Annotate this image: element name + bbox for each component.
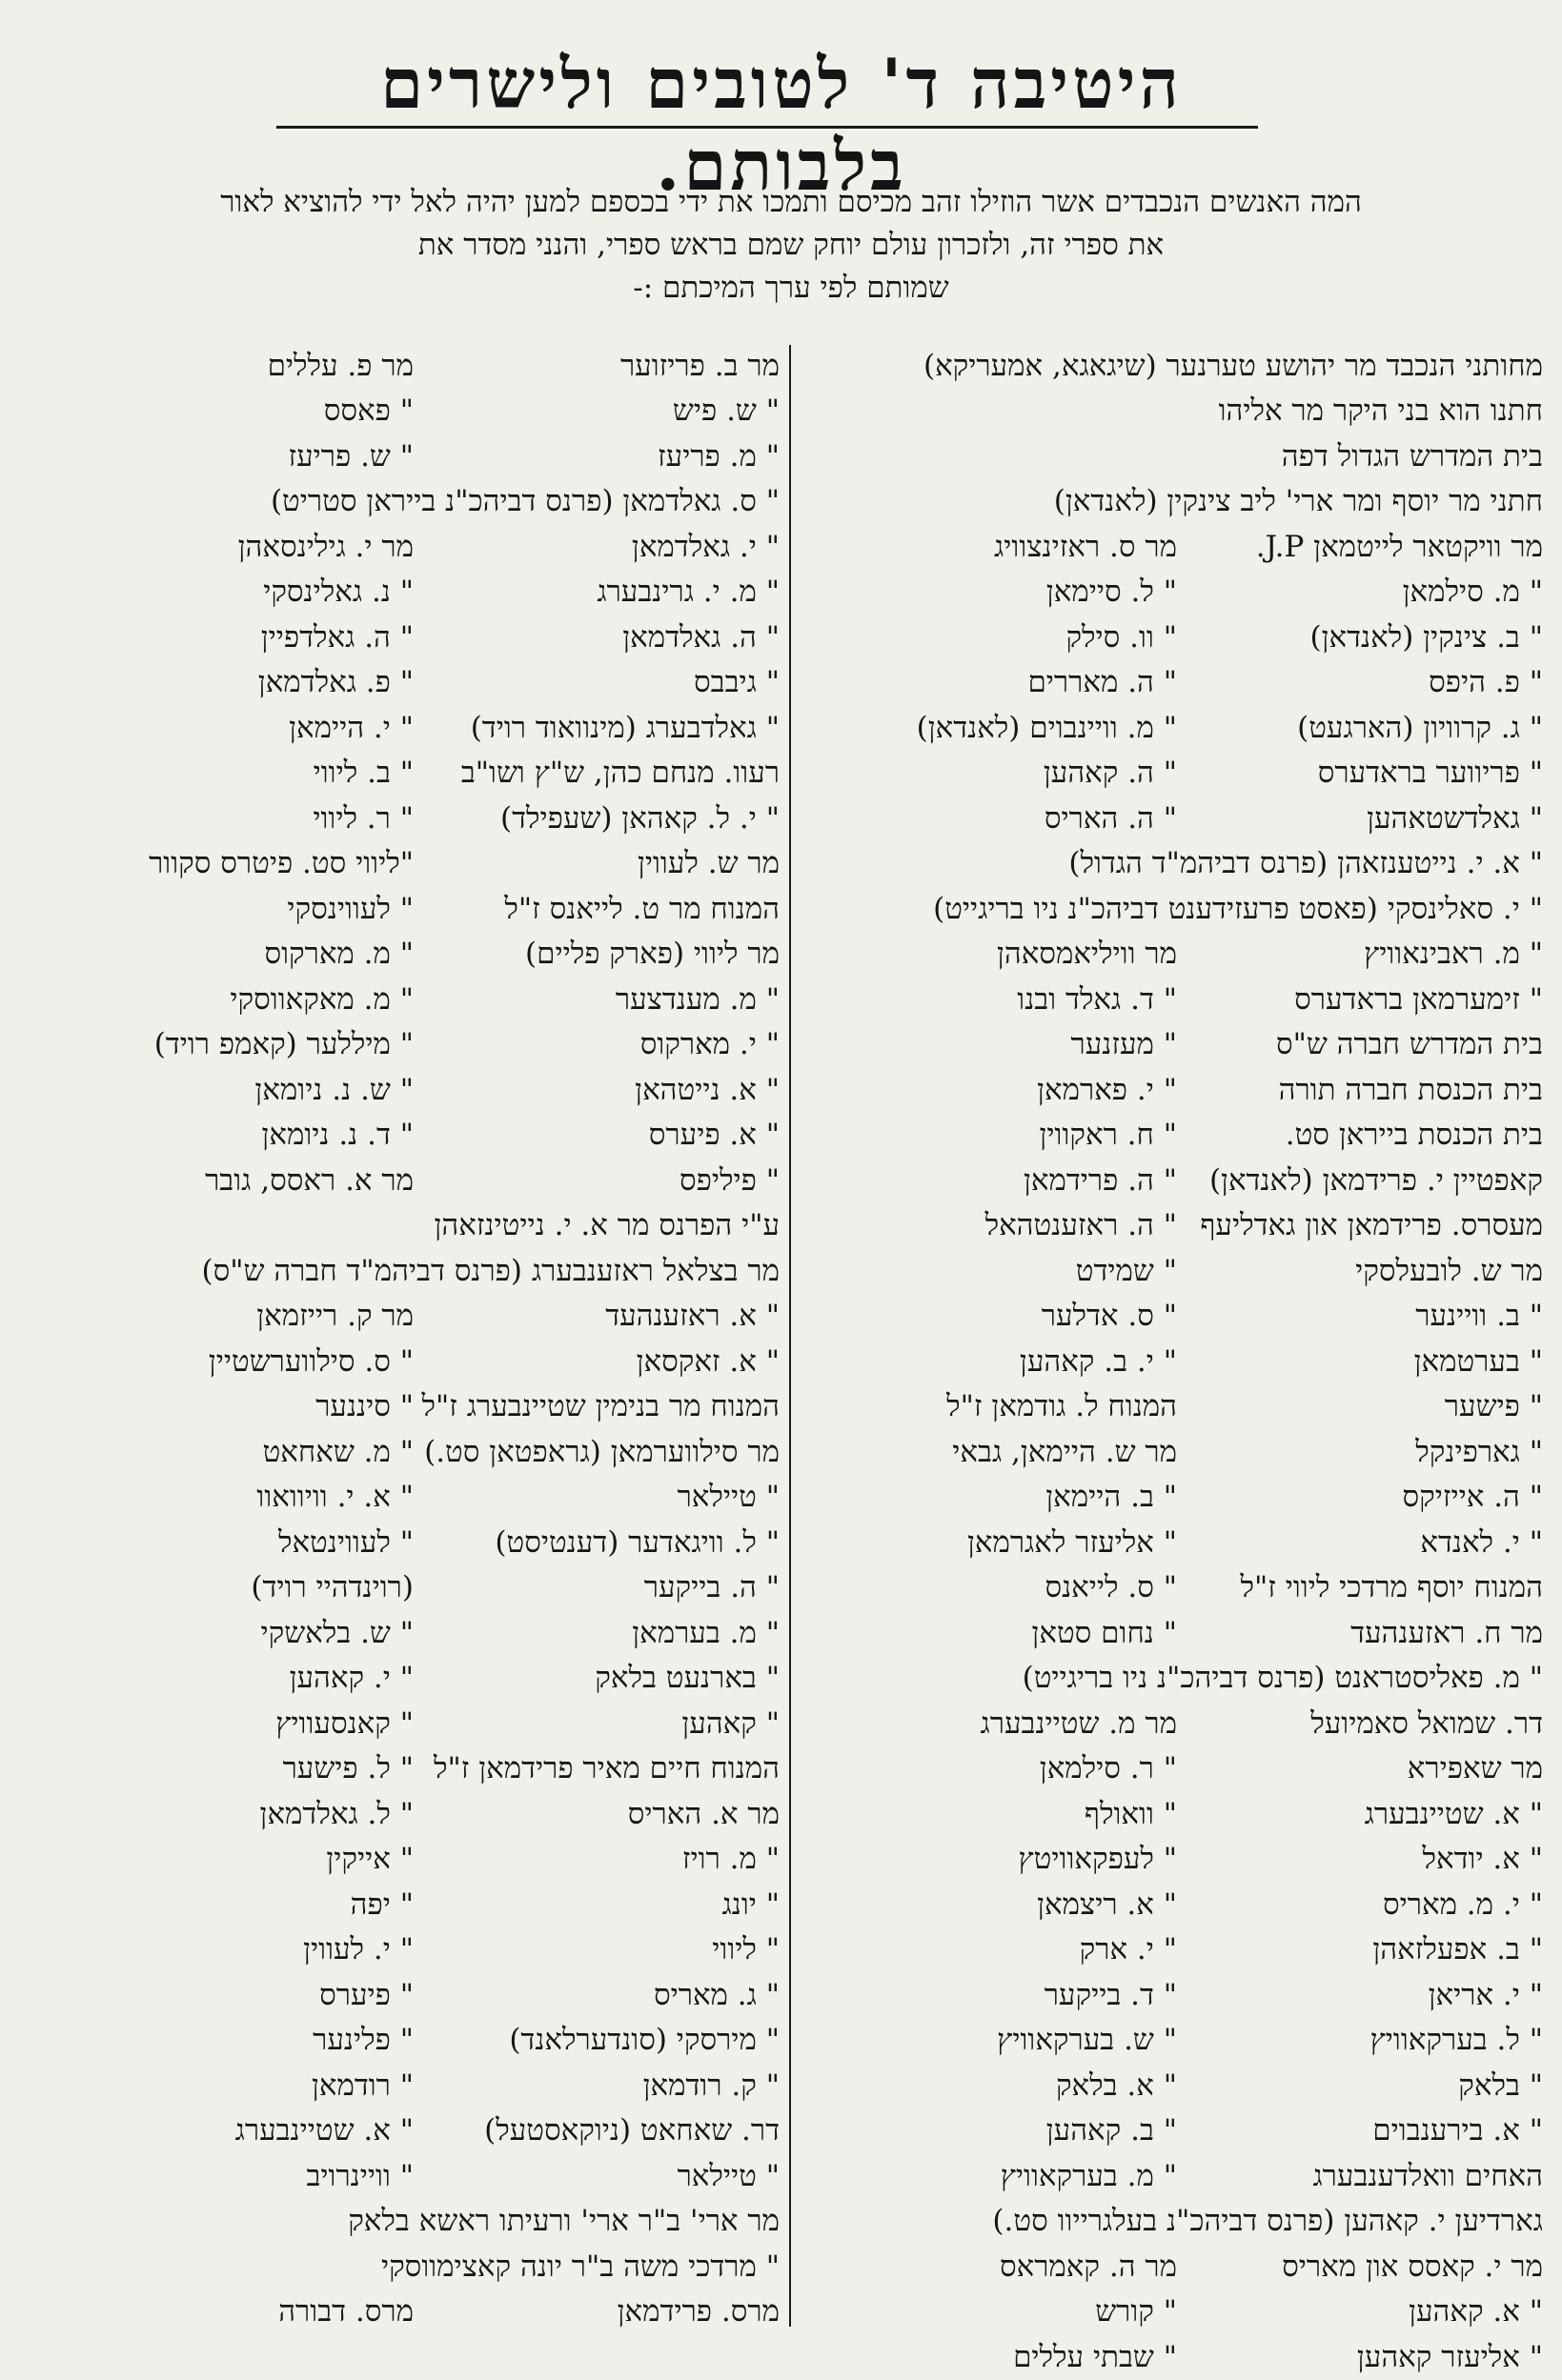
donor-row bbox=[17, 1791, 780, 1837]
donor-row bbox=[781, 1475, 1543, 1521]
donor-name: " א. יודאל bbox=[1422, 1842, 1543, 1877]
donor-name: " ש. בלאשקי bbox=[260, 1615, 414, 1650]
donor-row bbox=[781, 389, 1543, 434]
donor-name: גארדיען י. קאהען (פרנס דביהכ"נ בעלגרייוו סט.) bbox=[992, 2204, 1543, 2239]
donor-name: " גאלדבערג (מינוואוד רויד) bbox=[470, 710, 780, 745]
donor-row bbox=[781, 1248, 1543, 1294]
donor-name: " ה. מאררים bbox=[1027, 665, 1177, 700]
donor-name: מר שאפירא bbox=[1407, 1751, 1543, 1786]
donor-name: " ה. גאלדמאן bbox=[622, 619, 780, 655]
donor-name: "ליווי סט. פיטרס סקוור bbox=[149, 846, 414, 881]
donor-name: " טיילאר bbox=[677, 1480, 780, 1515]
donor-row bbox=[781, 1429, 1543, 1475]
donor-name: בית הכנסת בייראן סט. bbox=[1285, 1118, 1543, 1153]
donor-row bbox=[781, 841, 1543, 887]
donor-name: " מ. פריעז bbox=[658, 438, 780, 474]
donor-row bbox=[781, 434, 1543, 479]
donor-name: " א. י. וויוואוו bbox=[256, 1480, 414, 1515]
donor-row bbox=[781, 1113, 1543, 1159]
donor-name: " מ. י. גרינבערג bbox=[597, 575, 780, 610]
donor-name: " פריווער בראדערס bbox=[1317, 756, 1543, 791]
donor-name: " ש. פריעז bbox=[288, 438, 414, 474]
donor-name: " גיבבס bbox=[694, 665, 780, 700]
donor-name: " א. בירענבוים bbox=[1372, 2113, 1543, 2148]
donor-row bbox=[781, 1882, 1543, 1927]
donor-name: מר מ. שטיינבערג bbox=[980, 1705, 1177, 1741]
donor-name: " ש. בערקאוויץ bbox=[997, 2023, 1177, 2058]
donor-name: " ה. בייקער bbox=[643, 1570, 780, 1605]
donor-row bbox=[17, 1339, 780, 1384]
donor-row bbox=[17, 1610, 780, 1656]
donor-row bbox=[781, 2334, 1543, 2380]
donor-row bbox=[781, 1339, 1543, 1384]
donor-name: " י. ארק bbox=[1079, 1932, 1177, 1967]
donor-name: דר. שמואל סאמיועל bbox=[1310, 1705, 1543, 1741]
donor-name: " י. ל. קאהאן (שעפילד) bbox=[499, 800, 780, 836]
donor-name: מרס. דבורה bbox=[278, 2294, 414, 2330]
donor-name: " ב. צינקין (לאנדאן) bbox=[1309, 619, 1543, 655]
donor-name: המנוח חיים מאיר פרידמאן ז"ל bbox=[433, 1751, 780, 1786]
donor-name: " מ. וויינבוים (לאנדאן) bbox=[916, 710, 1177, 745]
donor-row bbox=[17, 1158, 780, 1203]
donor-row bbox=[781, 2108, 1543, 2154]
donor-name: " ה. אייזיקס bbox=[1402, 1480, 1543, 1515]
donor-name: " קאהען bbox=[681, 1705, 780, 1741]
donor-name: " י. גאלדמאן bbox=[631, 529, 780, 564]
donor-name: " ס. לייאנס bbox=[1045, 1570, 1177, 1605]
donor-name: " א. ראזענהעד bbox=[605, 1299, 780, 1334]
donor-name: מעסרס. פרידמאן און גאדליעף bbox=[1200, 1208, 1543, 1243]
donor-row bbox=[781, 1701, 1543, 1746]
donor-row bbox=[17, 841, 780, 887]
donor-name: " ד. גאלד ובנו bbox=[1017, 981, 1177, 1017]
donor-name: " א. בלאק bbox=[1055, 2067, 1177, 2103]
donor-row bbox=[17, 615, 780, 660]
donor-row bbox=[781, 705, 1543, 751]
donor-name: " ג. קרוויון (הארגעט) bbox=[1297, 710, 1543, 745]
donor-row bbox=[781, 2244, 1543, 2289]
donor-name: " מ. מארקוס bbox=[264, 937, 414, 972]
intro-paragraph bbox=[67, 181, 1515, 310]
donor-name: מר סילווערמאן (גראפטאן סט.) bbox=[424, 1434, 780, 1469]
donor-name: " ר. ליווי bbox=[313, 800, 414, 836]
donor-name: " ב. היימאן bbox=[1045, 1480, 1177, 1515]
donor-name: בית הכנסת חברה תורה bbox=[1278, 1072, 1543, 1107]
donor-name: " רודמאן bbox=[311, 2067, 414, 2103]
donor-name: מר א. האריס bbox=[627, 1796, 780, 1831]
donor-row bbox=[781, 1927, 1543, 1973]
donor-name: " פישער bbox=[1444, 1389, 1543, 1424]
donor-row bbox=[781, 660, 1543, 706]
donor-name: " א. קאהען bbox=[1409, 2294, 1543, 2330]
donor-row bbox=[781, 570, 1543, 615]
donor-row bbox=[781, 1384, 1543, 1430]
donor-name: " נ. גאלינסקי bbox=[263, 575, 414, 610]
donor-name: " ס. סילווערשטיין bbox=[208, 1343, 414, 1379]
donor-name: " מ. ראבינאוויץ bbox=[1364, 937, 1543, 972]
donor-row bbox=[17, 1656, 780, 1702]
donor-name: " אליעזר קאהען bbox=[1356, 2339, 1543, 2374]
donor-row bbox=[17, 2063, 780, 2108]
donor-name: " ג. מאריס bbox=[653, 1977, 780, 2012]
donor-name: " ה. האריס bbox=[1044, 800, 1177, 836]
donor-row bbox=[781, 932, 1543, 978]
donor-row bbox=[17, 389, 780, 434]
donor-name: " פ. היפס bbox=[1429, 665, 1543, 700]
donor-name: " מ. רויז bbox=[681, 1842, 780, 1877]
donor-name: " מ. פאליסטראנט (פרנס דביהכ"נ ניו בריגייט) bbox=[1022, 1661, 1543, 1696]
intro-line: את ספרי זה, ולזכרון עולם יוחק שמם בראש ספרי, והנני מסדר את bbox=[417, 228, 1165, 262]
donor-name: " ה. ראזענטהאל bbox=[984, 1208, 1177, 1243]
donor-name: מחותני הנכבד מר יהושע טערנער (שיגאגא, אמעריקא) bbox=[923, 348, 1543, 383]
donor-row bbox=[17, 2018, 780, 2064]
donor-row bbox=[781, 796, 1543, 841]
donor-name: " י. לעווין bbox=[303, 1932, 414, 1967]
donor-name: " מ. שאחאט bbox=[262, 1434, 414, 1469]
donor-name: " א. שטיינבערג bbox=[1364, 1796, 1543, 1831]
title-underline bbox=[276, 126, 1258, 129]
donor-row bbox=[781, 1791, 1543, 1837]
donor-row bbox=[17, 2289, 780, 2335]
donor-name: מר ה. קאמראס bbox=[999, 2249, 1177, 2284]
donor-row bbox=[17, 434, 780, 479]
donor-row bbox=[17, 1067, 780, 1113]
donor-name: רעוו. מנחם כהן, ש"ץ ושו"ב bbox=[460, 756, 780, 791]
donor-name: " ל. סיימאן bbox=[1045, 575, 1177, 610]
donor-name: מר וויקטאר לייטמאן J.P. bbox=[1255, 529, 1543, 564]
donor-name: מר י. גילינסאהן bbox=[237, 529, 414, 564]
donor-name: " ה. גאלדפיין bbox=[260, 619, 414, 655]
donor-name: " גארפינקל bbox=[1415, 1434, 1543, 1469]
donor-name: " מ. מאקאווסקי bbox=[230, 981, 414, 1017]
donor-row bbox=[17, 1294, 780, 1340]
donor-name: מר פ. עללים bbox=[267, 348, 414, 383]
donor-name: " ב. וויינער bbox=[1415, 1299, 1543, 1334]
donor-name: " ב. קאהען bbox=[1045, 2113, 1177, 2148]
donor-name: " וו. סילק bbox=[1065, 619, 1177, 655]
donor-name: מר ארי' ב"ר ארי' ורעיתו ראשא בלאק bbox=[348, 2204, 780, 2239]
donor-name: " א. י. נייטענזאהן (פרנס דביהמ"ד הגדול) bbox=[1068, 846, 1543, 881]
donor-name: " שבתי עללים bbox=[1013, 2339, 1177, 2374]
donor-name: " א. ריצמאן bbox=[1037, 1886, 1177, 1922]
donor-name: " ל. בערקאוויץ bbox=[1369, 2023, 1543, 2058]
donor-name: " ש. נ. ניומאן bbox=[254, 1072, 414, 1107]
page-title: היטיבה ד' לטובים ולישרים בלבותם. bbox=[380, 43, 1183, 206]
donor-row bbox=[781, 886, 1543, 932]
donor-row bbox=[17, 1882, 780, 1927]
donor-name: חתנו הוא בני היקר מר אליהו bbox=[1218, 393, 1543, 429]
donor-name: המנוח מר ט. לייאנס ז"ל bbox=[504, 891, 780, 926]
donor-row bbox=[17, 705, 780, 751]
donor-name: " מרדכי משה ב"ר יונה קאצימווסקי bbox=[380, 2249, 780, 2284]
donor-name: מר ש. לובעלסקי bbox=[1355, 1253, 1543, 1288]
donor-name: (רוינדהיי רויד) bbox=[251, 1570, 414, 1605]
donor-name: " סיננער bbox=[315, 1389, 414, 1424]
donor-row bbox=[17, 660, 780, 706]
donor-name: מר י. קאסס און מאריס bbox=[1282, 2249, 1543, 2284]
donor-name: " פיליפס bbox=[680, 1162, 780, 1198]
donor-name: " י. ב. קאהען bbox=[1019, 1343, 1177, 1379]
donor-row bbox=[781, 2199, 1543, 2245]
donor-name: " יונג bbox=[721, 1886, 780, 1922]
donor-name: מר א. ראסס, גובר bbox=[205, 1162, 414, 1198]
donor-name: " י. מ. מאריס bbox=[1382, 1886, 1543, 1922]
donor-name: האחים וואלדענבערג bbox=[1312, 2158, 1543, 2193]
donor-row bbox=[781, 1203, 1543, 1249]
donor-name: בית המדרש הגדול דפה bbox=[1281, 438, 1543, 474]
donor-name: " י. פארמאן bbox=[1037, 1072, 1177, 1107]
donor-name: " ס. אדלער bbox=[1041, 1299, 1177, 1334]
donor-row bbox=[17, 1203, 780, 1249]
donor-name: המנוח ל. גודמאן ז"ל bbox=[946, 1389, 1177, 1424]
donor-name: " י. היימאן bbox=[289, 710, 414, 745]
donor-row bbox=[781, 1746, 1543, 1792]
donor-name: " י. אריאן bbox=[1428, 1977, 1543, 2012]
donor-name: " ליווי bbox=[712, 1932, 780, 1967]
donor-row bbox=[17, 932, 780, 978]
donor-row bbox=[781, 479, 1543, 525]
donor-name: " א. פיערס bbox=[648, 1118, 780, 1153]
donor-name: המנוח מר בנימין שטיינבערג ז"ל bbox=[421, 1389, 780, 1424]
donor-row bbox=[17, 1475, 780, 1521]
donor-name: " מ. מענדצער bbox=[615, 981, 780, 1017]
donor-row bbox=[781, 1294, 1543, 1340]
donor-name: " ס. גאלדמאן (פרנס דביהכ"נ בייראן סטריט) bbox=[270, 484, 780, 519]
donor-name: " בארנעט בלאק bbox=[595, 1661, 780, 1696]
donor-name: " מירסקי (סונדערלאנד) bbox=[509, 2023, 780, 2058]
donor-name: " קורש bbox=[1095, 2294, 1177, 2330]
donor-row bbox=[17, 977, 780, 1022]
donor-name: מר וויליאמסאהן bbox=[996, 937, 1177, 972]
donor-name: " י. מארקוס bbox=[639, 1027, 780, 1062]
donor-name: " לעווינטאל bbox=[277, 1524, 414, 1560]
donor-row bbox=[17, 796, 780, 841]
donor-row bbox=[17, 343, 780, 389]
donor-name: " זימערמאן בראדערס bbox=[1294, 981, 1543, 1017]
donor-row bbox=[781, 2063, 1543, 2108]
donor-row bbox=[17, 1022, 780, 1068]
donor-name: " מ. בערקאוויץ bbox=[1000, 2158, 1177, 2193]
donor-name: " גאלדשטאהען bbox=[1367, 800, 1543, 836]
donor-name: " ד. נ. ניומאן bbox=[261, 1118, 414, 1153]
donor-row bbox=[17, 886, 780, 932]
donor-name: " מ. בערמאן bbox=[632, 1615, 780, 1650]
donor-name: מר ליווי (פארק פליים) bbox=[525, 937, 780, 972]
donor-row bbox=[781, 1610, 1543, 1656]
donor-row bbox=[781, 615, 1543, 660]
donor-row bbox=[17, 1972, 780, 2018]
donor-name: " ה. פרידמאן bbox=[1023, 1162, 1177, 1198]
donor-name: " פיערס bbox=[319, 1977, 414, 2012]
donor-row bbox=[17, 2199, 780, 2245]
donor-name: " קאנסעוויץ bbox=[275, 1705, 414, 1741]
donor-row bbox=[781, 2018, 1543, 2064]
donor-name: " ר. סילמאן bbox=[1039, 1751, 1177, 1786]
donor-name: " י. קאהען bbox=[289, 1661, 414, 1696]
donor-row bbox=[17, 1113, 780, 1159]
donor-name: חתני מר יוסף ומר ארי' ליב צינקין (לאנדאן) bbox=[1053, 484, 1543, 519]
donor-name: " א. נייטהאן bbox=[635, 1072, 780, 1107]
donor-row bbox=[781, 1022, 1543, 1068]
donor-row bbox=[17, 524, 780, 570]
donor-name: " טיילאר bbox=[677, 2158, 780, 2193]
donor-row bbox=[781, 343, 1543, 389]
donor-row bbox=[781, 1565, 1543, 1611]
donor-row bbox=[781, 1972, 1543, 2018]
donor-row bbox=[781, 1520, 1543, 1565]
donor-name: " שמידט bbox=[1075, 1253, 1177, 1288]
donor-name: דר. שאחאט (ניוקאסטעל) bbox=[484, 2113, 780, 2148]
donor-row bbox=[17, 1248, 780, 1294]
donor-row bbox=[781, 1158, 1543, 1203]
donor-name: ע"י הפרנס מר א. י. נייטינזאהן bbox=[434, 1208, 780, 1243]
donor-name: המנוח יוסף מרדכי ליווי ז"ל bbox=[1240, 1570, 1543, 1605]
donor-row bbox=[781, 2289, 1543, 2335]
donor-name: " ב. אפעלזאהן bbox=[1372, 1932, 1543, 1967]
donor-name: " י. לאנדא bbox=[1420, 1524, 1543, 1560]
donor-row bbox=[17, 1384, 780, 1430]
intro-line: שמותם לפי ערך המיכתם :- bbox=[633, 271, 949, 305]
donor-row bbox=[781, 2153, 1543, 2199]
donor-name: " ק. רודמאן bbox=[642, 2067, 780, 2103]
donor-row bbox=[781, 1656, 1543, 1702]
donor-row bbox=[17, 2153, 780, 2199]
donor-name: " מעזנער bbox=[1070, 1027, 1177, 1062]
donor-name: " ב. ליווי bbox=[313, 756, 414, 791]
donor-name: " ל. גאלדמאן bbox=[259, 1796, 414, 1831]
donor-name: מר ב. פריזוער bbox=[619, 348, 780, 383]
donor-list-right bbox=[781, 343, 1543, 2380]
donor-name: מר ס. ראזינצוויג bbox=[994, 529, 1177, 564]
donor-name: " ש. פיש bbox=[672, 393, 780, 429]
donor-name: מר ק. רייזמאן bbox=[256, 1299, 414, 1334]
donor-name: " ל. וויגאדער (דענטיסט) bbox=[495, 1524, 780, 1560]
donor-name: " א. זאקסאן bbox=[636, 1343, 780, 1379]
donor-row bbox=[17, 2244, 780, 2289]
donor-name: " ח. ראקווין bbox=[1039, 1118, 1177, 1153]
donor-name: " בלאק bbox=[1458, 2067, 1543, 2103]
donor-name: " אליעזר לאגרמאן bbox=[966, 1524, 1177, 1560]
donor-name: " מ. סילמאן bbox=[1402, 575, 1543, 610]
donor-name: " וויינרויב bbox=[306, 2158, 414, 2193]
donor-name: מרס. פרידמאן bbox=[617, 2294, 780, 2330]
donor-row bbox=[17, 570, 780, 615]
donor-name: " פלינער bbox=[313, 2023, 414, 2058]
donor-name: " י. סאלינסקי (פאסט פרעזידענט דביהכ"נ ניו בריגייט) bbox=[933, 891, 1543, 926]
donor-name: " יפה bbox=[350, 1886, 414, 1922]
donor-name: " מיללער (קאמפ רויד) bbox=[153, 1027, 414, 1062]
donor-name: " וואולף bbox=[1084, 1796, 1177, 1831]
donor-row bbox=[17, 1746, 780, 1792]
donor-row bbox=[781, 751, 1543, 797]
donor-row bbox=[781, 1837, 1543, 1883]
donor-list-left bbox=[17, 343, 780, 2334]
donor-name: " א. שטיינבערג bbox=[234, 2113, 414, 2148]
donor-name: " ל. פישער bbox=[282, 1751, 414, 1786]
donor-row bbox=[17, 1927, 780, 1973]
donor-row bbox=[17, 1701, 780, 1746]
donor-name: " נחום סטאן bbox=[1031, 1615, 1177, 1650]
intro-line: המה האנשים הנכבדים אשר הוזילו זהב מכיסם ותמכו את ידי בכספם למען יהיה לאל ידי להוציא לאור bbox=[220, 185, 1362, 219]
donor-row bbox=[17, 1837, 780, 1883]
donor-name: " פאסס bbox=[323, 393, 414, 429]
donor-name: מר בצלאל ראזענבערג (פרנס דביהמ"ד חברה ש"ס) bbox=[201, 1253, 780, 1288]
donor-name: " לעפקאוויטץ bbox=[1018, 1842, 1177, 1877]
donor-row bbox=[17, 2108, 780, 2154]
donor-name: " אייקין bbox=[326, 1842, 414, 1877]
donor-row bbox=[781, 977, 1543, 1022]
donor-row bbox=[17, 1429, 780, 1475]
donor-name: " לעווינסקי bbox=[287, 891, 414, 926]
donor-name: " בערטמאן bbox=[1413, 1343, 1543, 1379]
donor-name: " ד. בייקער bbox=[1044, 1977, 1177, 2012]
donor-row bbox=[17, 1520, 780, 1565]
donor-name: " ה. קאהען bbox=[1043, 756, 1177, 791]
donor-name: מר ש. לעווין bbox=[637, 846, 780, 881]
donor-row bbox=[17, 751, 780, 797]
donor-row bbox=[781, 1067, 1543, 1113]
donor-row bbox=[781, 524, 1543, 570]
donor-name: מר ח. ראזענהעד bbox=[1350, 1615, 1543, 1650]
donor-name: " פ. גאלדמאן bbox=[257, 665, 414, 700]
donor-row bbox=[17, 1565, 780, 1611]
donor-name: מר ש. היימאן, גבאי bbox=[952, 1434, 1177, 1469]
donor-row bbox=[17, 479, 780, 525]
donor-name: בית המדרש חברה ש"ס bbox=[1275, 1027, 1543, 1062]
donor-name: קאפטיין י. פרידמאן (לאנדאן) bbox=[1208, 1162, 1543, 1198]
